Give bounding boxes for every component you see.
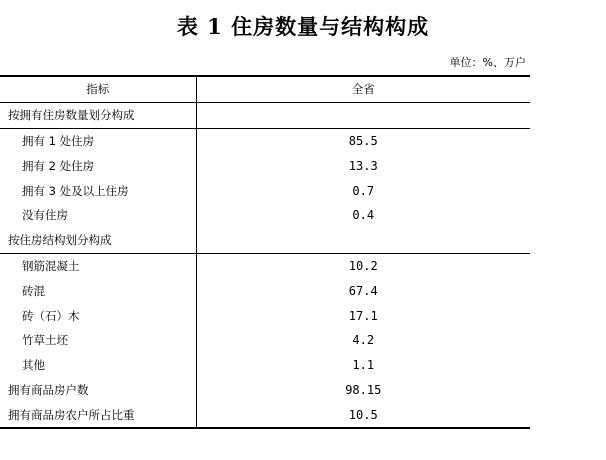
row-label: 砖混: [0, 278, 196, 303]
table-row: [0, 328, 530, 353]
row-label: 没有住房: [0, 203, 196, 228]
table-row: [0, 102, 530, 128]
row-label: 拥有 2 处住房: [0, 153, 196, 178]
table-row: [0, 153, 530, 178]
table-row: [0, 178, 530, 203]
table-row: [0, 278, 530, 303]
row-label: 竹草土坯: [0, 328, 196, 353]
row-value: 10.5: [196, 402, 530, 428]
row-value: 0.7: [352, 183, 375, 198]
table-row: [0, 353, 530, 378]
row-label: 其他: [0, 353, 196, 378]
table-body: [0, 102, 530, 428]
unit-note: 单位：%、万户: [449, 56, 526, 69]
row-value: [196, 102, 530, 128]
table-row: [0, 203, 530, 228]
row-value: 1.1: [352, 358, 375, 373]
column-header-province: 全省: [196, 76, 530, 102]
table-row: [0, 402, 530, 428]
row-value: 17.1: [348, 308, 378, 323]
row-label: 拥有商品房农户所占比重: [0, 402, 196, 428]
row-value: 67.4: [348, 283, 378, 298]
row-value: 0.4: [352, 208, 375, 223]
table-row: [0, 253, 530, 278]
row-value: 10.2: [196, 253, 530, 278]
table-row: [0, 378, 530, 403]
row-label: 按拥有住房数量划分构成: [0, 102, 196, 128]
row-label: 按住房结构划分构成: [0, 228, 196, 253]
table-header-row: [0, 76, 530, 102]
row-label: 拥有 1 处住房: [0, 128, 196, 153]
row-value: 13.3: [348, 158, 378, 173]
table-row: [0, 228, 530, 253]
table-title: 表 1 住房数量与结构构成: [176, 14, 430, 39]
row-value: 98.15: [345, 382, 382, 397]
row-label: 钢筋混凝土: [0, 253, 196, 278]
row-value: 4.2: [352, 333, 375, 348]
housing-table: [0, 75, 530, 429]
row-value: 85.5: [196, 128, 530, 153]
table-row: [0, 128, 530, 153]
row-label: 砖（石）木: [0, 303, 196, 328]
table-row: [0, 303, 530, 328]
row-value: [196, 228, 530, 253]
column-header-indicator: 指标: [0, 76, 196, 102]
row-label: 拥有商品房户数: [0, 378, 196, 403]
row-label: 拥有 3 处及以上住房: [0, 178, 196, 203]
